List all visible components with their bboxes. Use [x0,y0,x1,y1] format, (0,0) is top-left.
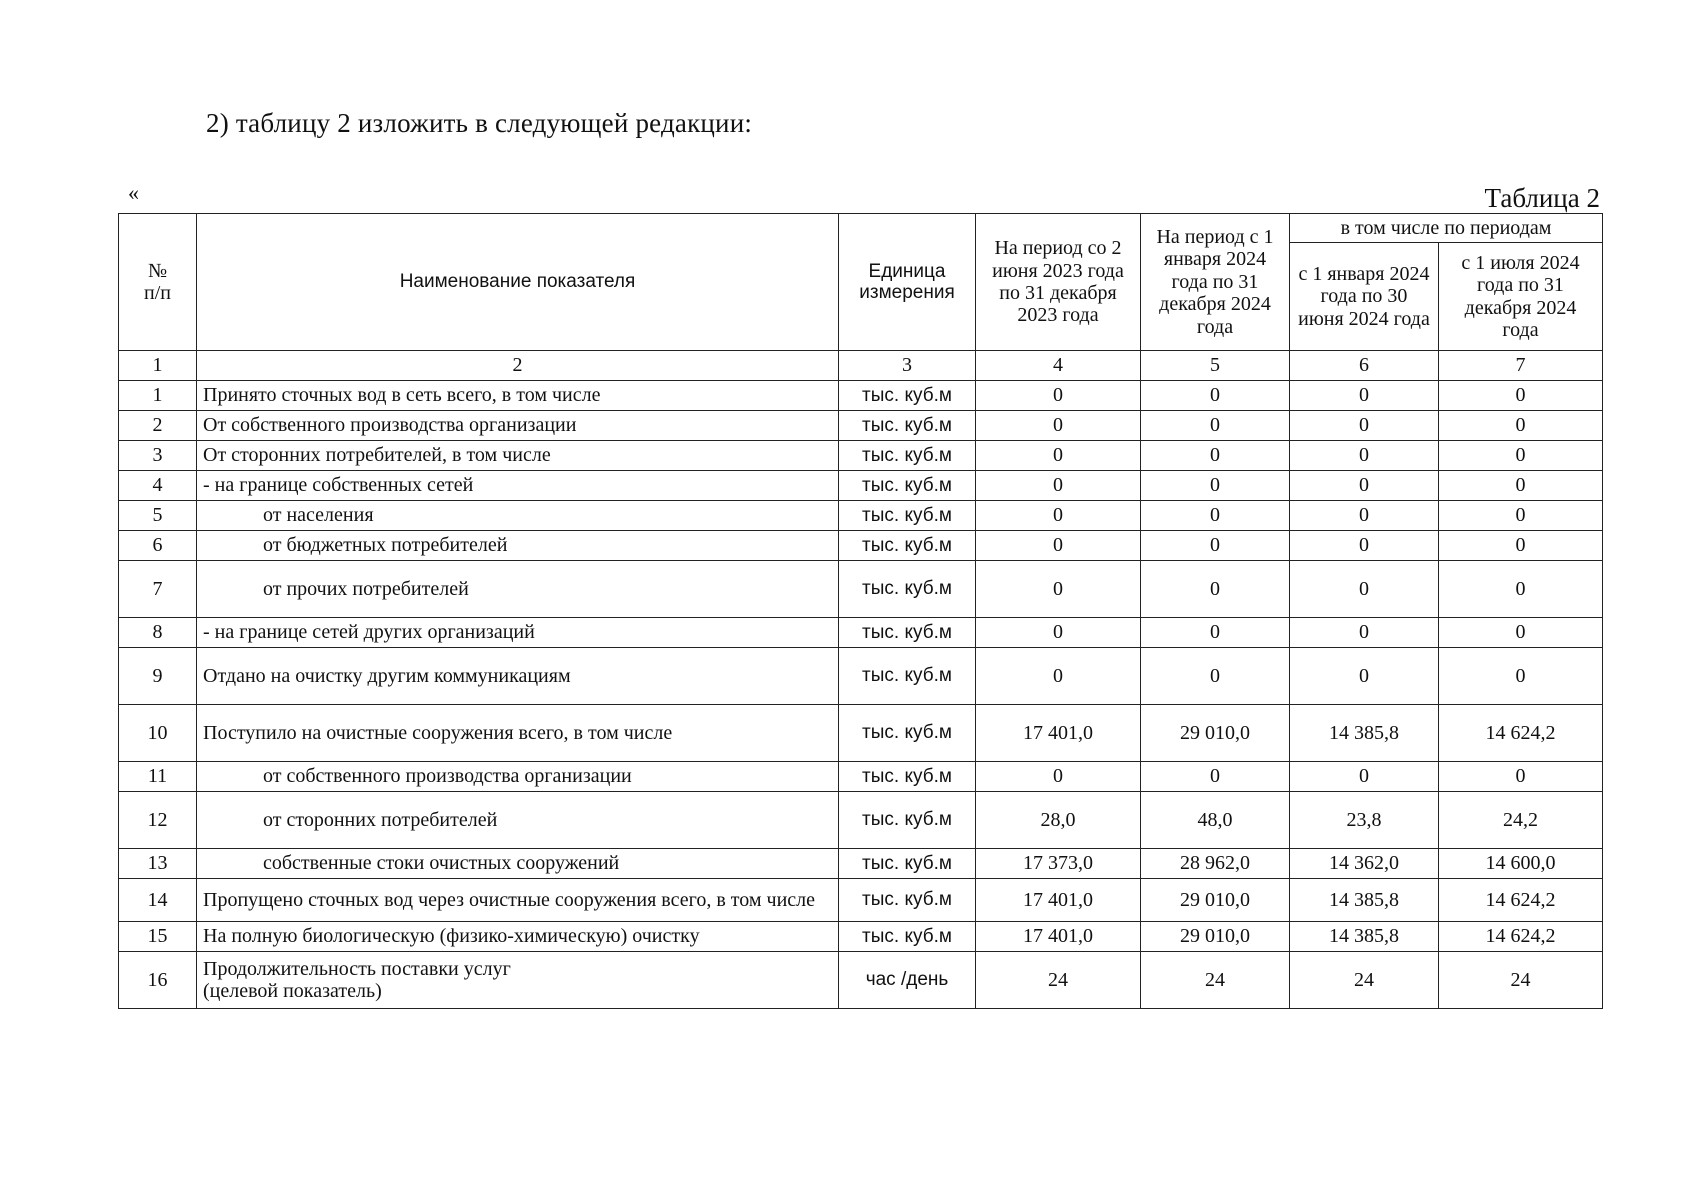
indicator-name: Поступило на очистные сооружения всего, в том числе [197,705,839,762]
table-row [119,501,1603,531]
indicator-name: от бюджетных потребителей [197,531,839,561]
header-unit: Единица измерения [839,214,976,351]
table-row [119,531,1603,561]
unit-cell: тыс. куб.м [839,705,976,762]
col-index: 1 [119,351,197,381]
row-number: 10 [119,705,197,762]
indicator-name: - на границе сетей других организаций [197,618,839,648]
unit-cell: тыс. куб.м [839,849,976,879]
value-h2-2024: 0 [1439,648,1603,705]
indicator-name: От сторонних потребителей, в том числе [197,441,839,471]
row-number: 6 [119,531,197,561]
value-h1-2024: 14 362,0 [1290,849,1439,879]
header-period-2024: На период с 1 января 2024 года по 31 декабря 2024 года [1141,214,1290,351]
value-2024: 29 010,0 [1141,922,1290,952]
value-h1-2024: 14 385,8 [1290,705,1439,762]
value-h1-2024: 0 [1290,471,1439,501]
value-2024: 28 962,0 [1141,849,1290,879]
value-2023: 0 [976,648,1141,705]
table-row [119,849,1603,879]
header-period-h2-2024: с 1 июля 2024 года по 31 декабря 2024 года [1439,243,1603,351]
value-h1-2024: 14 385,8 [1290,922,1439,952]
header-num: № п/п [119,214,197,351]
unit-cell: тыс. куб.м [839,531,976,561]
indicator-name: от сторонних потребителей [197,792,839,849]
unit-cell: тыс. куб.м [839,792,976,849]
value-2024: 0 [1141,381,1290,411]
value-h2-2024: 0 [1439,501,1603,531]
value-h2-2024: 0 [1439,618,1603,648]
table-row [119,879,1603,922]
value-2024: 0 [1141,441,1290,471]
value-h1-2024: 14 385,8 [1290,879,1439,922]
table-row [119,952,1603,1009]
value-h2-2024: 14 624,2 [1439,922,1603,952]
row-number: 8 [119,618,197,648]
value-2024: 0 [1141,501,1290,531]
indicator-name: от прочих потребителей [197,561,839,618]
indicator-name: На полную биологическую (физико-химическую) очистку [197,922,839,952]
indicator-name: Продолжительность поставки услуг (целевой показатель) [197,952,839,1009]
table-row [119,705,1603,762]
unit-cell: тыс. куб.м [839,561,976,618]
indicator-name: Принято сточных вод в сеть всего, в том числе [197,381,839,411]
row-number: 14 [119,879,197,922]
value-2023: 0 [976,531,1141,561]
table-row [119,381,1603,411]
value-h2-2024: 14 624,2 [1439,879,1603,922]
header-subperiods-group: в том числе по периодам [1290,214,1603,243]
value-h2-2024: 0 [1439,471,1603,501]
unit-cell: тыс. куб.м [839,501,976,531]
col-index: 6 [1290,351,1439,381]
unit-cell: тыс. куб.м [839,648,976,705]
value-h2-2024: 14 600,0 [1439,849,1603,879]
table-row [119,648,1603,705]
unit-cell: тыс. куб.м [839,879,976,922]
unit-cell: тыс. куб.м [839,762,976,792]
intro-text: 2) таблицу 2 изложить в следующей редакции: [206,108,753,138]
value-h2-2024: 24,2 [1439,792,1603,849]
opening-quote-mark: « [128,180,139,205]
value-2024: 0 [1141,411,1290,441]
value-2024: 48,0 [1141,792,1290,849]
row-number: 11 [119,762,197,792]
row-number: 15 [119,922,197,952]
value-2024: 0 [1141,531,1290,561]
table-row [119,792,1603,849]
table-row [119,411,1603,441]
table-row [119,471,1603,501]
value-h2-2024: 0 [1439,762,1603,792]
unit-cell: час /день [839,952,976,1009]
row-number: 12 [119,792,197,849]
value-h1-2024: 0 [1290,501,1439,531]
value-2024: 29 010,0 [1141,705,1290,762]
value-h1-2024: 0 [1290,648,1439,705]
value-h2-2024: 14 624,2 [1439,705,1603,762]
value-h2-2024: 0 [1439,411,1603,441]
indicator-name: собственные стоки очистных сооружений [197,849,839,879]
value-2023: 17 401,0 [976,922,1141,952]
value-2023: 0 [976,381,1141,411]
indicator-name: Пропущено сточных вод через очистные сооружения всего, в том числе [197,879,839,922]
value-2023: 0 [976,441,1141,471]
value-h1-2024: 23,8 [1290,792,1439,849]
table-row [119,561,1603,618]
unit-cell: тыс. куб.м [839,471,976,501]
unit-cell: тыс. куб.м [839,411,976,441]
value-2024: 0 [1141,618,1290,648]
value-h1-2024: 0 [1290,411,1439,441]
value-2024: 0 [1141,648,1290,705]
table-caption: Таблица 2 [1484,183,1600,213]
unit-cell: тыс. куб.м [839,381,976,411]
value-2023: 0 [976,501,1141,531]
value-2024: 0 [1141,762,1290,792]
header-name: Наименование показателя [197,214,839,351]
indicator-name: от населения [197,501,839,531]
col-index: 4 [976,351,1141,381]
value-2023: 0 [976,561,1141,618]
col-index: 7 [1439,351,1603,381]
value-2024: 0 [1141,561,1290,618]
value-2024: 0 [1141,471,1290,501]
value-2023: 17 401,0 [976,879,1141,922]
value-h1-2024: 24 [1290,952,1439,1009]
row-number: 5 [119,501,197,531]
row-number: 9 [119,648,197,705]
value-h1-2024: 0 [1290,618,1439,648]
value-2023: 0 [976,411,1141,441]
value-2023: 0 [976,471,1141,501]
value-2023: 28,0 [976,792,1141,849]
row-number: 13 [119,849,197,879]
value-h1-2024: 0 [1290,381,1439,411]
table-row [119,762,1603,792]
value-2023: 17 401,0 [976,705,1141,762]
value-h2-2024: 0 [1439,531,1603,561]
unit-cell: тыс. куб.м [839,618,976,648]
row-number: 3 [119,441,197,471]
value-2023: 17 373,0 [976,849,1141,879]
indicator-name: - на границе собственных сетей [197,471,839,501]
col-index: 5 [1141,351,1290,381]
value-2024: 29 010,0 [1141,879,1290,922]
indicator-name: от собственного производства организации [197,762,839,792]
table-row [119,922,1603,952]
indicator-name: Отдано на очистку другим коммуникациям [197,648,839,705]
column-index-row [119,351,1603,381]
indicator-name: От собственного производства организации [197,411,839,441]
value-h1-2024: 0 [1290,531,1439,561]
value-2023: 24 [976,952,1141,1009]
row-number: 7 [119,561,197,618]
unit-cell: тыс. куб.м [839,441,976,471]
row-number: 16 [119,952,197,1009]
value-h2-2024: 0 [1439,381,1603,411]
header-period-2023: На период со 2 июня 2023 года по 31 декабря 2023 года [976,214,1141,351]
col-index: 2 [197,351,839,381]
value-h1-2024: 0 [1290,561,1439,618]
value-h2-2024: 24 [1439,952,1603,1009]
indicators-table [118,213,1603,1009]
table-row [119,441,1603,471]
value-2023: 0 [976,618,1141,648]
value-2024: 24 [1141,952,1290,1009]
row-number: 4 [119,471,197,501]
header-period-h1-2024: с 1 января 2024 года по 30 июня 2024 года [1290,243,1439,351]
col-index: 3 [839,351,976,381]
value-h2-2024: 0 [1439,561,1603,618]
value-2023: 0 [976,762,1141,792]
value-h1-2024: 0 [1290,441,1439,471]
value-h1-2024: 0 [1290,762,1439,792]
value-h2-2024: 0 [1439,441,1603,471]
unit-cell: тыс. куб.м [839,922,976,952]
row-number: 1 [119,381,197,411]
row-number: 2 [119,411,197,441]
table-row [119,618,1603,648]
